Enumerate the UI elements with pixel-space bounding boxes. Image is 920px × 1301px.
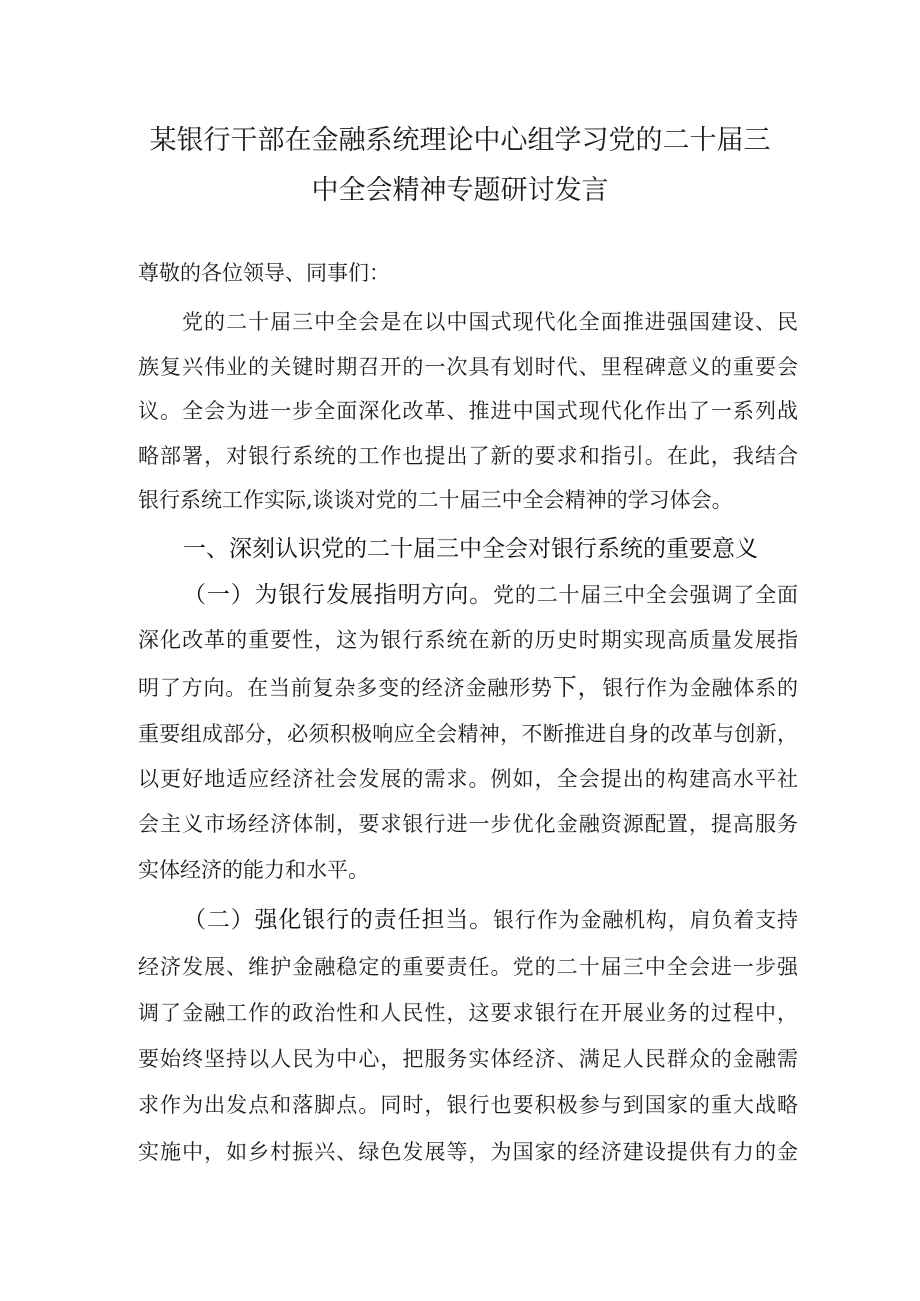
section-1-heading: 一、深刻认识党的二十届三中全会对银行系统的重要意义 [183,536,758,562]
sub2-heading: （二）强化银行的责任担当。 [183,907,493,933]
intro-line-5: 银行系统工作实际,谈谈对党的二十届三中全会精神的学习体会。 [138,488,733,512]
sub1-line-1-text: 党的二十届三中全会强调了全面 [493,583,798,607]
sub2-line-1 [183,905,798,935]
intro-line-1: 党的二十届三中全会是在以中国式现代化全面推进强国建设、民 [182,310,798,334]
sub2-line-3: 调了金融工作的政治性和人民性，这要求银行在开展业务的过程中， [138,1001,798,1025]
salutation: 尊敬的各位领导、同事们： [138,261,390,285]
intro-line-2: 族复兴伟业的关键时期召开的一次具有划时代、里程碑意义的重要会 [138,355,798,379]
document-title-line-1: 某银行干部在金融系统理论中心组学习党的二十届三 [149,125,771,156]
sub2-line-4: 要始终坚持以人民为中心，把服务实体经济、满足人民群众的金融需 [138,1047,798,1071]
sub1-line-3-big: 下， [552,673,603,701]
sub1-line-6: 会主义市场经济体制，要求银行进一步优化金融资源配置，提高服务 [138,812,798,836]
sub1-line-5: 以更好地适应经济社会发展的需求。例如，全会提出的构建高水平社 [138,767,798,791]
sub1-line-4: 重要组成部分，必须积极响应全会精神，不断推进自身的改革与创新， [138,722,798,746]
sub2-line-6: 实施中，如乡村振兴、绿色发展等，为国家的经济建设提供有力的金 [138,1140,798,1164]
sub1-line-2: 深化改革的重要性，这为银行系统在新的历史时期实现高质量发展指 [138,628,798,652]
intro-line-4: 略部署，对银行系统的工作也提出了新的要求和指引。在此，我结合 [138,444,798,468]
sub1-line-3-part2: 银行作为金融体系的 [602,676,799,700]
sub2-line-1-text: 银行作为金融机构，肩负着支持 [493,908,798,932]
intro-line-3: 议。全会为进一步全面深化改革、推进中国式现代化作出了一系列战 [138,399,798,423]
sub1-line-3-part1: 明了方向。在当前复杂多变的经济金融形势 [138,676,553,700]
sub1-line-1 [183,580,798,610]
sub1-heading: （一）为银行发展指明方向。 [183,582,493,608]
sub1-line-3 [138,672,798,703]
sub2-line-2: 经济发展、维护金融稳定的重要责任。党的二十届三中全会进一步强 [138,955,798,979]
sub1-line-7: 实体经济的能力和水平。 [138,858,369,882]
sub2-line-5: 求作为出发点和落脚点。同时，银行也要积极参与到国家的重大战略 [138,1093,798,1117]
document-title-line-2: 中全会精神专题研讨发言 [311,175,609,206]
